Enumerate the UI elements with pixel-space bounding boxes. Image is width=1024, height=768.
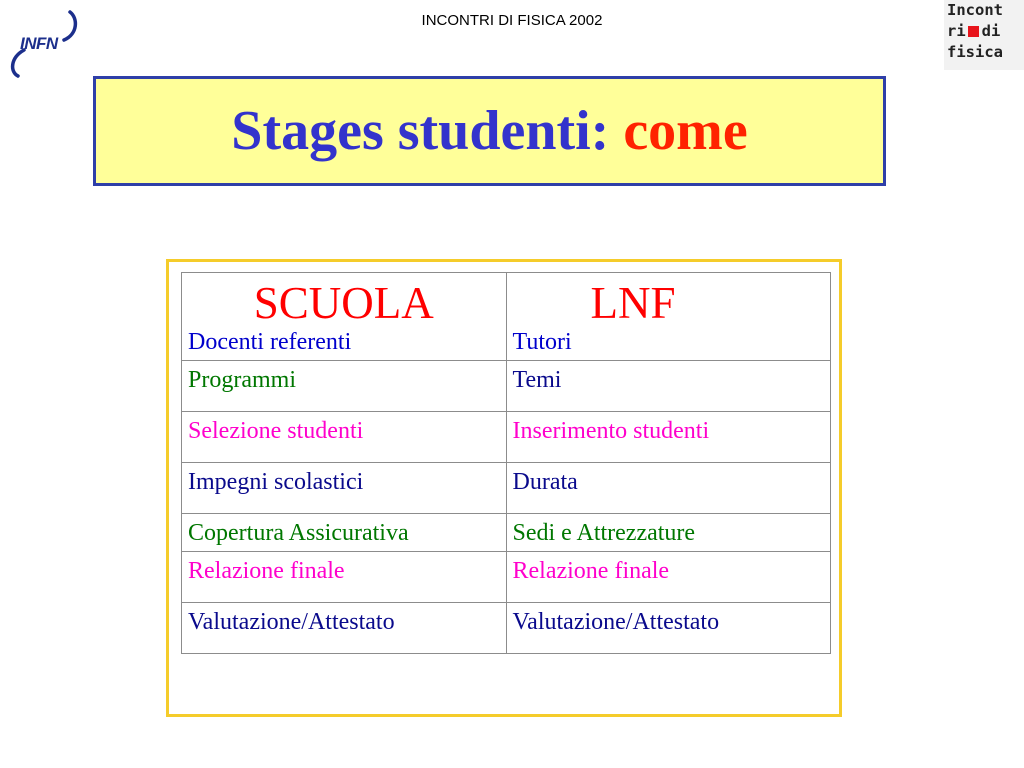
table-cell: Relazione finale [182, 552, 507, 603]
incontri-logo-line2a: ri [947, 22, 966, 40]
incontri-logo-line3: fisica [947, 43, 1003, 61]
table-cell: Programmi [182, 361, 507, 412]
column-subheading-lnf: Tutori [512, 329, 572, 355]
table-row [182, 603, 831, 654]
slide-title-accent: come [623, 100, 748, 162]
header-title: INCONTRI DI FISICA 2002 [421, 12, 603, 29]
table-header-row [182, 273, 831, 361]
table-row [182, 361, 831, 412]
table-row [182, 463, 831, 514]
table-header-cell-scuola [182, 273, 507, 361]
incontri-logo-icon [944, 0, 1024, 70]
table-row [182, 514, 831, 552]
red-square-icon [968, 26, 979, 37]
table-cell: Relazione finale [506, 552, 831, 603]
table-header-cell-lnf [506, 273, 831, 361]
column-heading-lnf: LNF [590, 278, 676, 328]
table-cell: Sedi e Attrezzature [506, 514, 831, 552]
table-cell: Impegni scolastici [182, 463, 507, 514]
table-row [182, 412, 831, 463]
table-cell: Valutazione/Attestato [506, 603, 831, 654]
column-heading-scuola: SCUOLA [253, 278, 434, 328]
incontri-logo-line2 [947, 21, 1024, 42]
table-cell: Inserimento studenti [506, 412, 831, 463]
incontri-logo-line2b: di [981, 22, 1001, 40]
comparison-table [181, 272, 831, 654]
slide-title-main: Stages studenti: [231, 100, 610, 162]
table-cell: Selezione studenti [182, 412, 507, 463]
infn-logo-text: INFN [20, 34, 58, 53]
table-cell: Valutazione/Attestato [182, 603, 507, 654]
table-row [182, 552, 831, 603]
slide-title [93, 76, 886, 186]
incontri-logo-line1: Incont [947, 1, 1003, 19]
table-cell: Durata [506, 463, 831, 514]
table-cell: Temi [506, 361, 831, 412]
column-subheading-scuola: Docenti referenti [188, 329, 352, 355]
table-cell: Copertura Assicurativa [182, 514, 507, 552]
